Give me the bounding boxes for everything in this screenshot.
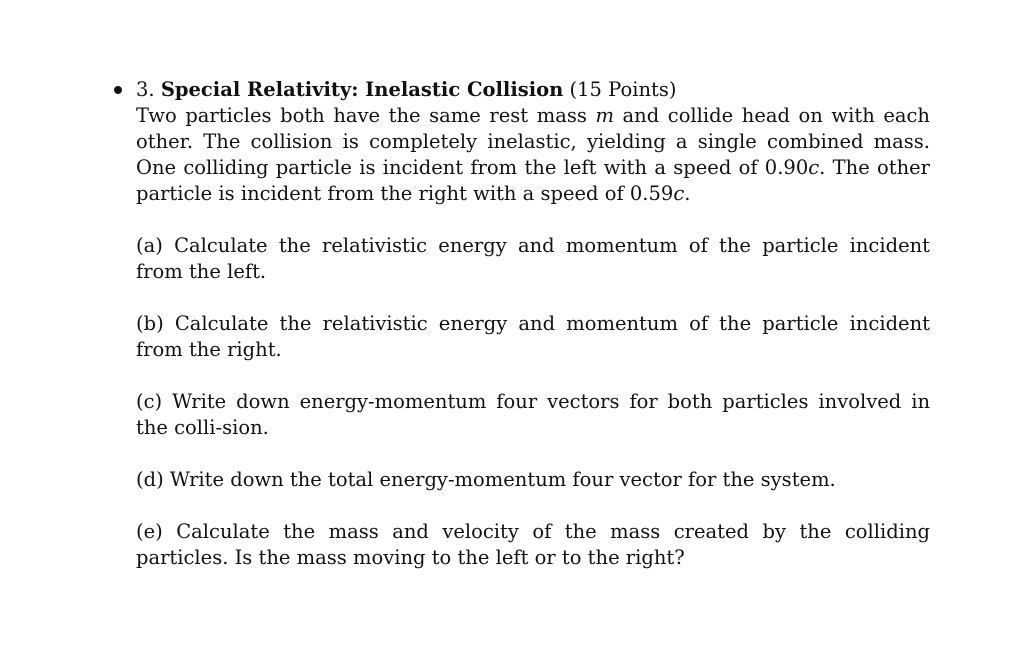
subquestion-text: Write down the total energy-momentum four vector for the system.	[169, 468, 836, 491]
subquestion-text: Calculate the relativistic energy and momentum of the particle incident from the right.	[136, 312, 930, 361]
problem-title: Special Relativity: Inelastic Collision	[160, 78, 564, 101]
subquestion-text: Write down energy-momentum four vectors for both particles involved in the colli-sion.	[136, 390, 931, 439]
subquestion-a	[136, 233, 930, 285]
bullet-icon	[114, 86, 122, 94]
subquestion-text: Calculate the mass and velocity of the mass created by the colliding particles. Is the mass moving to the left or to the right?	[136, 520, 930, 569]
subquestion-c	[136, 389, 930, 441]
problem-intro	[136, 103, 930, 207]
subquestion-text: Calculate the relativistic energy and momentum of the particle incident from the left.	[136, 234, 931, 283]
subquestion-label: (e)	[136, 520, 163, 543]
subquestion-e	[136, 519, 930, 571]
subquestion-b	[136, 311, 930, 363]
problem-3	[136, 77, 930, 597]
intro-segment: .	[684, 182, 691, 205]
problem-number: 3.	[136, 78, 155, 101]
subquestion-label: (a)	[136, 234, 163, 257]
subquestion-label: (d)	[136, 468, 164, 491]
intro-segment: and collide head on with each other. The collision is completely inelastic, yielding a single combined mass. One colliding particle is incident from the left with a speed of 0.90	[136, 104, 930, 179]
intro-math-c: c	[808, 156, 820, 179]
problem-heading	[136, 77, 930, 103]
subquestion-list	[136, 233, 930, 571]
intro-segment: Two particles both have the same rest mass	[136, 104, 596, 127]
intro-math-m: m	[595, 104, 614, 127]
subquestion-label: (c)	[136, 390, 163, 413]
subquestion-d	[136, 467, 930, 493]
intro-math-c: c	[673, 182, 685, 205]
intro-segment: . The other particle is incident from the right with a speed of 0.59	[136, 156, 931, 205]
problem-points: (15 Points)	[569, 78, 677, 101]
subquestion-label: (b)	[136, 312, 164, 335]
